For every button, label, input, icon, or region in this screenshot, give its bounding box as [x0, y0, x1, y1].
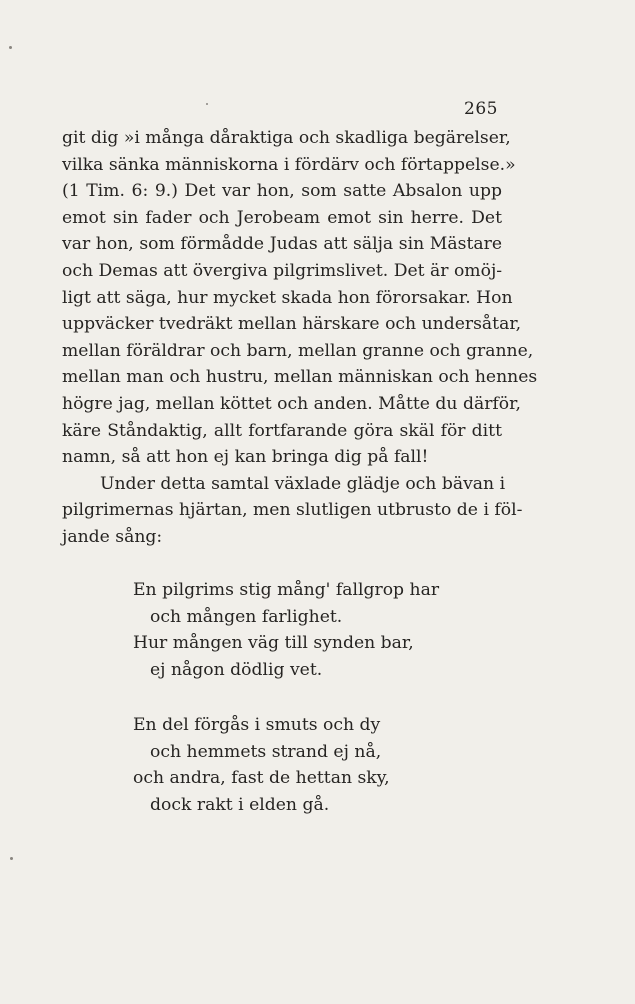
prose-block [62, 125, 538, 551]
verse-line: En del förgås i smuts och dy [133, 715, 381, 735]
prose-line: vilka sänka människorna i fördärv och förtappelse.» [62, 154, 516, 175]
prose-line: (1 Tim. 6: 9.) Det var hon, som satte Absalon upp [62, 181, 502, 202]
prose-line: ligt att säga, hur mycket skada hon förorsakar. Hon [62, 287, 513, 308]
prose-line: uppväcker tvedräkt mellan härskare och undersåtar, [62, 314, 522, 335]
paper-speck [9, 46, 12, 49]
verse-line: ej någon dödlig vet. [150, 659, 323, 680]
verse-line: och andra, fast de hettan sky, [133, 768, 390, 789]
verse-line: och hemmets strand ej nå, [150, 741, 382, 762]
prose-line: var hon, som förmådde Judas att sälja sin Mästare [62, 234, 502, 255]
verse-line: Hur mången väg till synden bar, [133, 633, 414, 654]
prose-line: pilgrimernas hjärtan, men slutligen utbrusto de i föl- [62, 500, 523, 521]
poem-stanza-1 [133, 577, 439, 683]
prose-line: och Demas att övergiva pilgrimslivet. Det är omöj- [62, 260, 503, 281]
prose-line: mellan föräldrar och barn, mellan granne och granne, [62, 340, 534, 361]
page-number: 265 [464, 99, 498, 119]
prose-line: git dig »i många dåraktiga och skadliga begärelser, [62, 128, 511, 148]
verse-line: och mången farlighet. [150, 606, 343, 627]
prose-line: jande sång: [62, 526, 163, 547]
paper-speck [206, 103, 208, 105]
verse-line: dock rakt i elden gå. [150, 794, 330, 815]
prose-line: högre jag, mellan köttet och anden. Måtte du därför, [62, 393, 521, 414]
prose-line: namn, så att hon ej kan bringa dig på fall! [62, 447, 429, 468]
verse-line: En pilgrims stig mång' fallgrop har [133, 580, 440, 600]
prose-line: emot sin fader och Jerobeam emot sin herre. Det [62, 207, 502, 228]
poem-stanza-2 [133, 712, 390, 818]
prose-line: mellan man och hustru, mellan människan och hennes [62, 367, 538, 388]
paper-speck [10, 857, 13, 860]
prose-line: Under detta samtal växlade glädje och bävan i [100, 473, 506, 494]
prose-line: käre Ståndaktig, allt fortfarande göra skäl för ditt [62, 420, 502, 441]
